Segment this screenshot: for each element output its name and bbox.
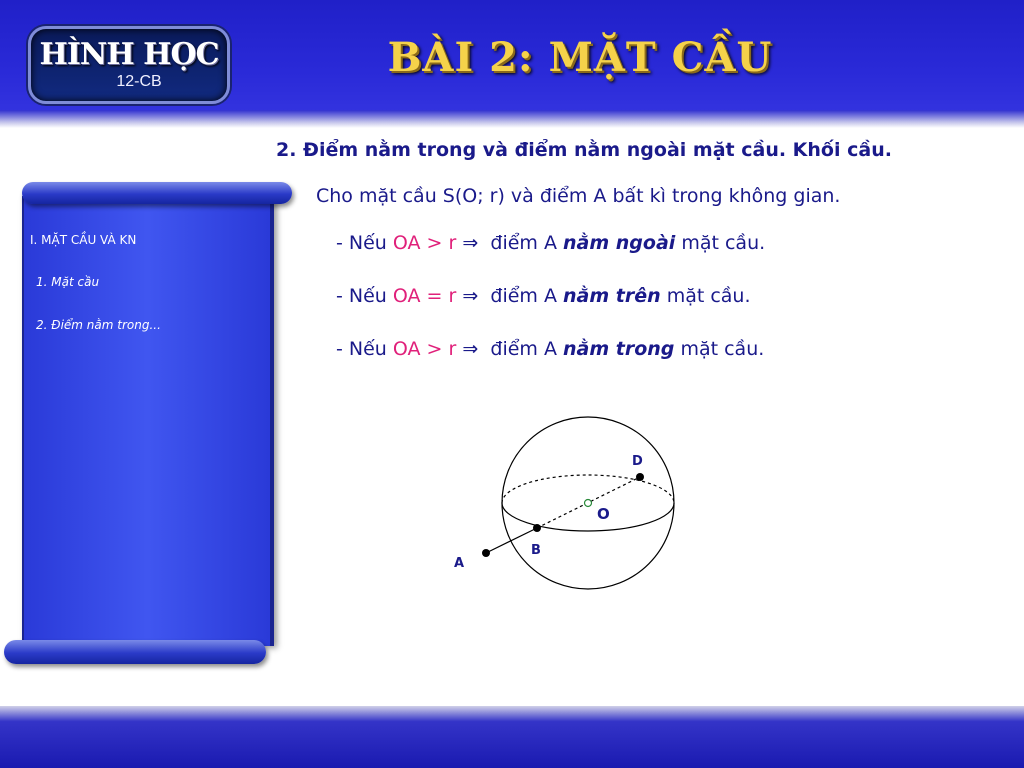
- intro-text: Cho mặt cầu S(O; r) và điểm A bất kì trong không gian.: [316, 185, 841, 207]
- sidebar-item-diem-nam-trong[interactable]: 2. Điểm nằm trong...: [36, 318, 161, 332]
- point-a: [482, 549, 490, 557]
- sidebar-item-mat-cau[interactable]: 1. Mặt cầu: [36, 275, 100, 289]
- sphere-figure: [440, 400, 700, 600]
- section-heading: 2. Điểm nằm trong và điểm nằm ngoài mặt cầu. Khối cầu.: [276, 139, 892, 161]
- implies-icon: ⇒: [462, 338, 479, 360]
- condition-post: mặt cầu.: [680, 338, 765, 360]
- condition-pre: điểm A: [490, 285, 557, 307]
- scroll-roll-top: [22, 182, 292, 204]
- label-b: B: [531, 543, 541, 558]
- segment-ab: [486, 528, 537, 553]
- sidebar: [22, 196, 274, 646]
- condition-emphasis: nằm trong: [563, 338, 675, 360]
- equator-back: [502, 475, 674, 503]
- condition-pre: điểm A: [490, 338, 557, 360]
- scroll-roll-bottom: [4, 640, 266, 664]
- point-o: [585, 500, 592, 507]
- condition-prefix: - Nếu: [336, 285, 387, 307]
- condition-post: mặt cầu.: [666, 285, 751, 307]
- condition-post: mặt cầu.: [681, 232, 766, 254]
- condition-line-1: [336, 232, 765, 254]
- condition-emphasis: nằm trên: [563, 285, 661, 307]
- implies-icon: ⇒: [462, 285, 479, 307]
- point-b: [533, 524, 541, 532]
- equator-front: [502, 503, 674, 531]
- logo-subtitle: 12-CB: [116, 73, 162, 90]
- condition-emphasis: nằm ngoài: [563, 232, 676, 254]
- footer-band: [0, 706, 1024, 768]
- label-a: A: [454, 556, 465, 571]
- condition-relation: OA = r: [392, 285, 457, 307]
- implies-icon: ⇒: [462, 232, 479, 254]
- slide-title: BÀI 2: MẶT CẦU: [387, 34, 773, 81]
- condition-prefix: - Nếu: [336, 338, 387, 360]
- sidebar-item-section-1[interactable]: I. MẶT CẦU VÀ KN: [30, 233, 137, 247]
- condition-line-3: [336, 338, 764, 360]
- condition-relation: OA > r: [392, 232, 457, 254]
- point-d: [636, 473, 644, 481]
- condition-pre: điểm A: [490, 232, 557, 254]
- label-d: D: [632, 454, 643, 469]
- condition-prefix: - Nếu: [336, 232, 387, 254]
- logo: [28, 26, 230, 104]
- condition-line-2: [336, 285, 751, 307]
- label-o: O: [597, 505, 610, 523]
- logo-title: HÌNH HỌC: [39, 37, 219, 72]
- condition-relation: OA > r: [392, 338, 457, 360]
